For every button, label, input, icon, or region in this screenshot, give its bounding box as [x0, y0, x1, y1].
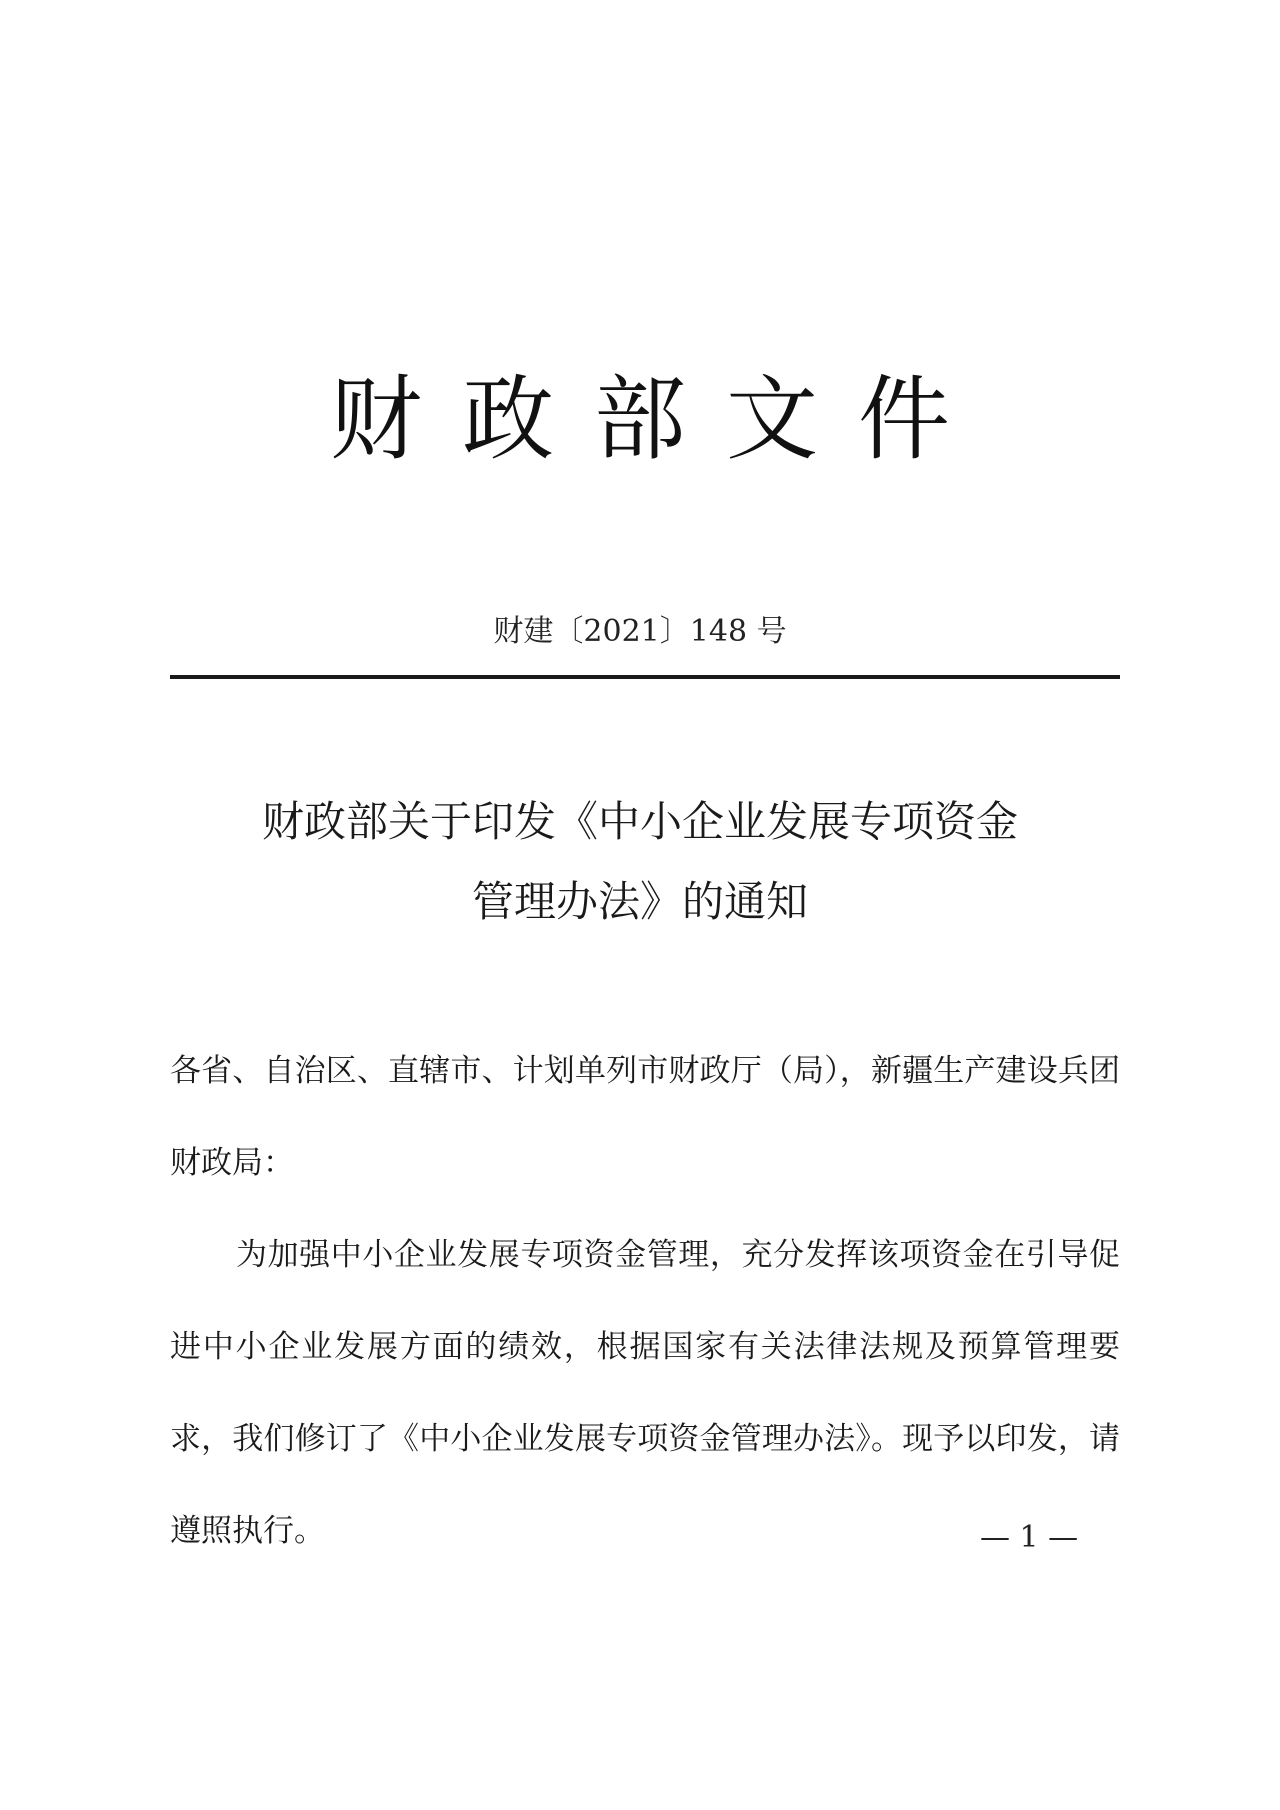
document-number: 财建〔2021〕148 号 [493, 614, 787, 649]
header-divider [170, 675, 1120, 679]
body-paragraph: 为加强中小企业发展专项资金管理，充分发挥该项资金在引导促进中小企业发展方面的绩效，根据国家有关法律法规及预算管理要求，我们修订了《中小企业发展专项资金管理办法》。现予以印发，请遵照执行。 [170, 1237, 1120, 1549]
page-number: — 1 — [980, 1520, 1079, 1555]
addressee: 各省、自治区、直辖市、计划单列市财政厅（局），新疆生产建设兵团财政局： [170, 1053, 1120, 1181]
document-body [170, 1025, 1120, 1577]
document-title [0, 782, 1280, 942]
title-line-1: 财政部关于印发《中小企业发展专项资金 [261, 797, 1018, 846]
title-line-2: 管理办法》的通知 [471, 877, 808, 926]
document-header: 财政部文件 [329, 366, 990, 473]
